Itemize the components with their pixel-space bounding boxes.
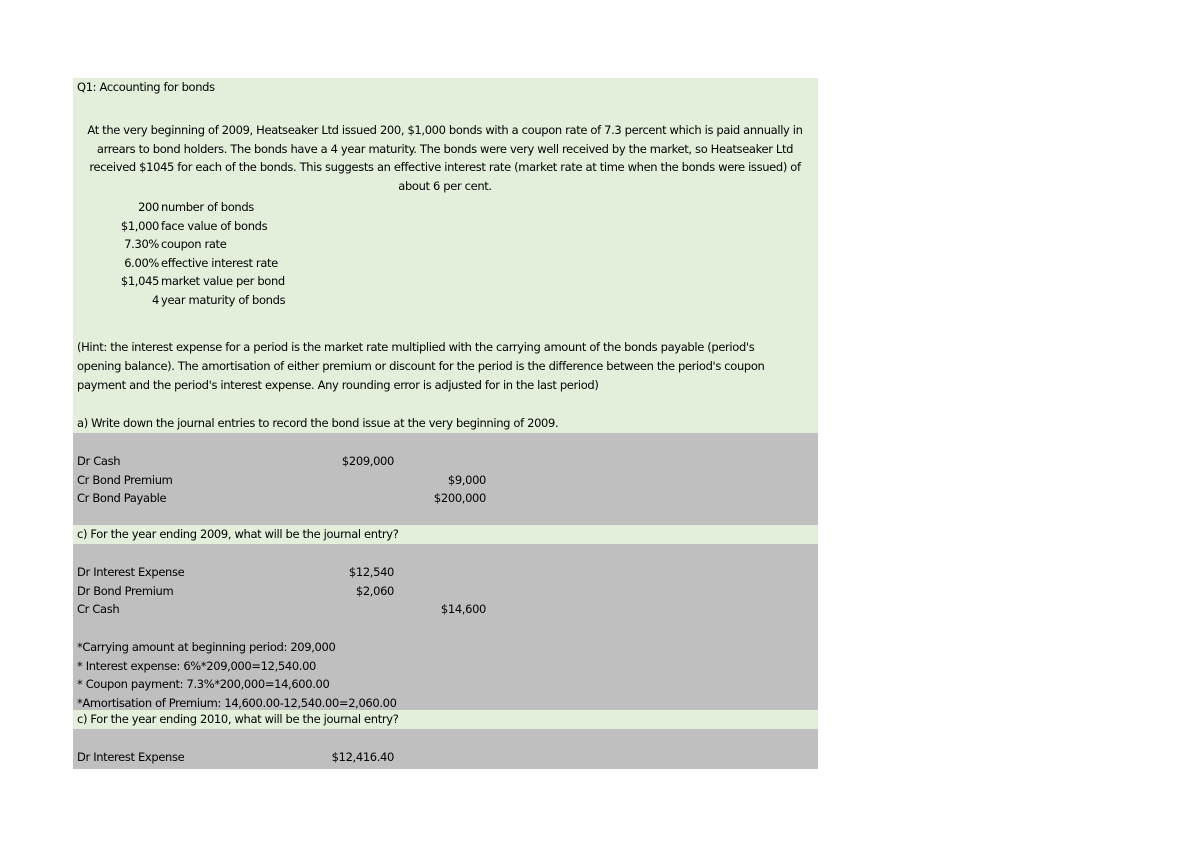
credit-amount: $14,600 [440,602,486,616]
param-face-value [73,218,373,236]
question-c-2009-text: c) For the year ending 2009, what will be the journal entry? [77,527,399,541]
param-label: face value of bonds [161,218,268,233]
hint-line: payment and the period's interest expense. Any rounding error is adjusted for in the last period) [77,378,599,392]
param-value: 6.00% [124,255,159,270]
question-c-2010 [73,710,818,729]
credit-amount: $9,000 [447,472,486,487]
journal-entry-a [73,433,818,525]
param-label: coupon rate [161,237,227,251]
param-maturity [73,292,373,310]
param-value: 200 [138,200,159,214]
account-label: Dr Cash [77,454,121,468]
calculation-note: * Interest expense: 6%*209,000=12,540.00 [77,658,317,673]
account-label: Cr Bond Payable [77,491,167,505]
param-value: $1,000 [120,218,159,233]
param-number-of-bonds [73,199,373,217]
question-a: a) Write down the journal entries to record the bond issue at the very beginning of 2009. [77,416,559,430]
question-c-2009 [73,525,818,544]
param-label: year maturity of bonds [161,292,286,307]
question-intro: At the very beginning of 2009, Heatseaker Ltd issued 200, $1,000 bonds with a coupon rate of 7.3 percent which is paid annually in arrears to bond holders. The bonds have a 4 year maturity. The bonds were very well received by the market, so Heatseaker Ltd received $1045 for each of the bonds. This suggests an effective interest rate (market rate at time when the bonds were issued) of about 6 per cent. [87,123,803,193]
debit-amount: $2,060 [355,583,394,598]
account-label: Dr Bond Premium [77,583,174,598]
journal-entry-c-2010 [73,729,818,769]
calculation-note: *Carrying amount at beginning period: 209,000 [77,640,336,654]
param-coupon-rate [73,236,373,254]
account-label: Cr Cash [77,602,120,616]
param-value: 4 [152,292,159,307]
hint-line: opening balance). The amortisation of either premium or discount for the period is the difference between the period's coupon [77,359,765,373]
param-value: 7.30% [124,237,159,251]
question-section [73,78,818,433]
param-value: $1,045 [120,274,159,288]
journal-entry-c-2009 [73,544,818,710]
param-effective-rate [73,255,373,273]
question-c-2010-text: c) For the year ending 2010, what will be the journal entry? [77,712,399,726]
account-label: Dr Interest Expense [77,750,185,764]
debit-amount: $12,540 [348,565,394,579]
hint-line: (Hint: the interest expense for a period is the market rate multiplied with the carrying amount of the bonds payable (period's [77,340,755,354]
calculation-note: * Coupon payment: 7.3%*200,000=14,600.00 [77,677,330,691]
param-label: number of bonds [161,200,254,214]
credit-amount: $200,000 [433,491,486,505]
debit-amount: $12,416.40 [331,750,394,764]
param-label: market value per bond [161,274,285,288]
account-label: Dr Interest Expense [77,565,185,579]
spreadsheet-area [73,78,818,769]
param-label: effective interest rate [161,255,278,270]
account-label: Cr Bond Premium [77,472,173,487]
debit-amount: $209,000 [341,454,394,468]
calculation-note: *Amortisation of Premium: 14,600.00-12,540.00=2,060.00 [77,695,397,710]
question-title: Q1: Accounting for bonds [77,80,215,94]
param-market-value [73,273,373,291]
